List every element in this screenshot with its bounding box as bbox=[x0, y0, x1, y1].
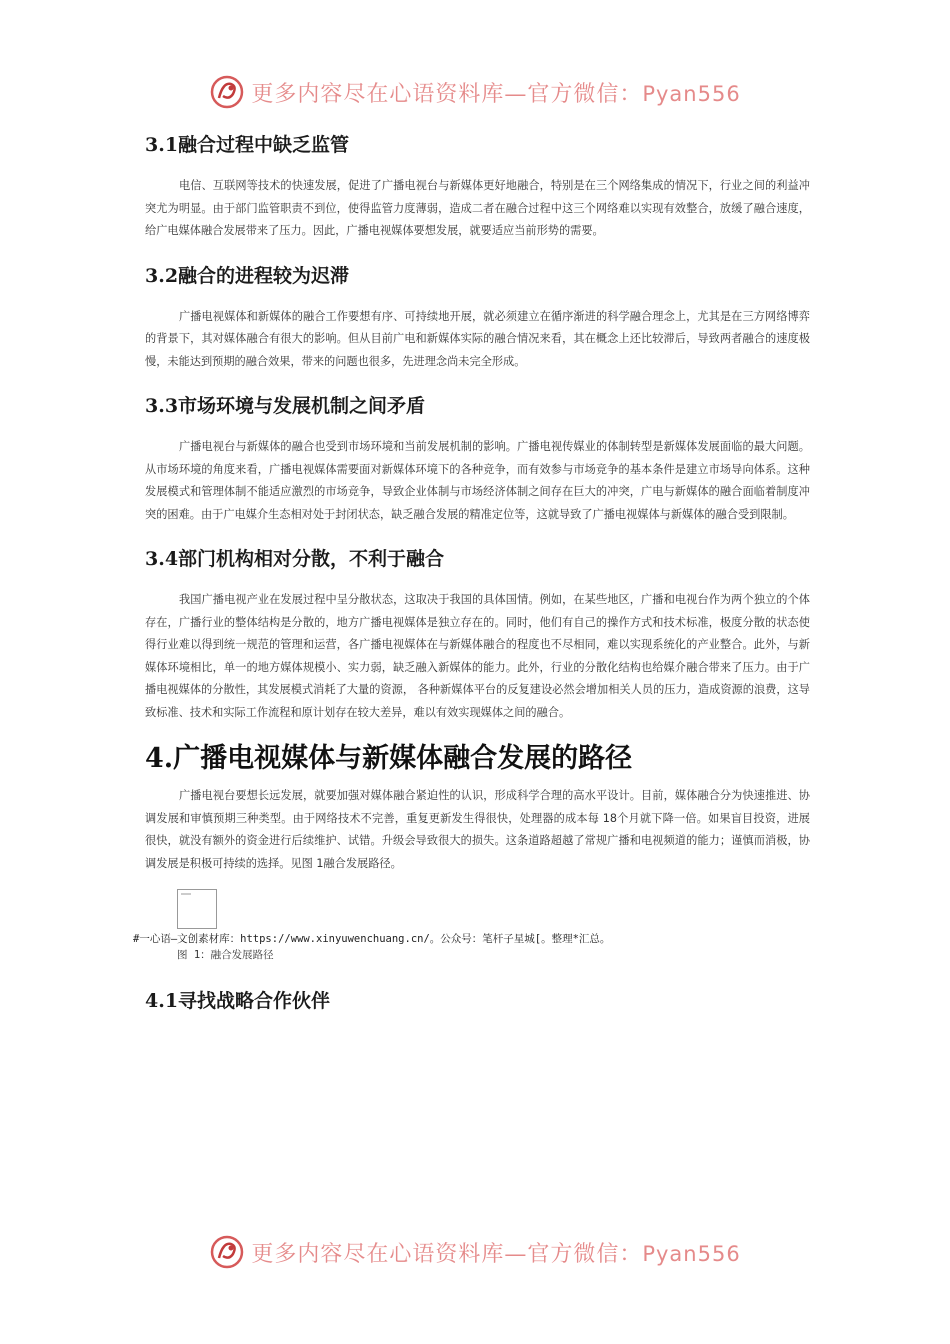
banner-text: 更多内容尽在心语资料库—官方微信：Pyan556 bbox=[251, 1241, 741, 1267]
figure-caption: 图 1：融合发展路径 bbox=[177, 949, 274, 961]
chapter-title-4: 4.广播电视媒体与新媒体融合发展的路径 bbox=[145, 743, 633, 774]
footer-banner bbox=[0, 1230, 950, 1274]
section-title-3-1: 3.1融合过程中缺乏监管 bbox=[145, 134, 350, 156]
figure-source-line: #一心语—文创素材库：https://www.xinyuwenchuang.cn/。公众号：笔杆子星城[。整理*汇总。 bbox=[133, 933, 611, 945]
section-paragraph-3-1: 电信、互联网等技术的快速发展，促进了广播电视台与新媒体更好地融合，特别是在三个网络集成的情况下，行业之间的利益冲突尤为明显。由于部门监管职责不到位，使得监管力度薄弱，造成二者在融合过程中这三个网络难以实现有效整合，放缓了融合速度，给广电媒体融合发展带来了压力。因此，广播电视媒体要想发展，就要适应当前形势的需要。 bbox=[145, 179, 810, 237]
section-title-3-2: 3.2融合的进程较为迟滞 bbox=[145, 264, 350, 287]
section-paragraph-3-3: 广播电视台与新媒体的融合也受到市场环境和当前发展机制的影响。广播电视传媒业的体制转型是新媒体发展面临的最大问题。从市场环境的角度来看，广播电视媒体需要面对新媒体环境下的各种竞争，而有效参与市场竞争的基本条件是建立市场导向体系。这种发展模式和管理体制不能适应激烈的市场竞争，导致企业体制与市场经济体制之间存在巨大的冲突，广电与新媒体的融合面临着制度冲突的困难。由于广电媒介生态相对处于封闭状态，缺乏融合发展的精准定位等，这就导致了广播电视媒体与新媒体的融合受到限制。 bbox=[145, 440, 810, 521]
figure-1-image bbox=[177, 889, 217, 929]
logo-icon bbox=[209, 1234, 245, 1270]
section-title-3-4: 3.4部门机构相对分散，不利于融合 bbox=[145, 548, 445, 570]
document-body bbox=[133, 126, 810, 1013]
section-title-3-3: 3.3市场环境与发展机制之间矛盾 bbox=[145, 395, 426, 417]
logo-icon bbox=[209, 74, 245, 110]
header-banner bbox=[0, 70, 950, 114]
chapter-paragraph-4: 广播电视台要想长远发展，就要加强对媒体融合紧迫性的认识，形成科学合理的高水平设计。目前，媒体融合分为快速推进、协调发展和审慎预期三种类型。由于网络技术不完善，重复更新发生得很快，处理器的成本每 18个月就下降一倍。如果盲目投资，进展很快，就没有额外的资金进行后续维护、试错。升级会导致很大的损失。这条道路超越了常规广播和电视频道的能力；谨慎而消极，协调发展是积极可持续的选择。见图 1融合发展路径。 bbox=[145, 789, 810, 870]
section-title-4-1: 4.1寻找战略合作伙伴 bbox=[145, 990, 331, 1012]
section-paragraph-3-2: 广播电视媒体和新媒体的融合工作要想有序、可持续地开展，就必须建立在循序渐进的科学融合理念上，尤其是在三方网络博弈的背景下，其对媒体融合有很大的影响。但从目前广电和新媒体实际的融合情况来看，其在概念上还比较滞后，导致两者融合的速度极慢，未能达到预期的融合效果，带来的问题也很多，先进理念尚未完全形成。 bbox=[145, 309, 810, 368]
section-paragraph-3-4: 我国广播电视产业在发展过程中呈分散状态，这取决于我国的具体国情。例如，在某些地区，广播和电视台作为两个独立的个体存在，广播行业的整体结构是分散的，地方广播电视媒体是独立存在的。同时，他们有自己的操作方式和技术标准，极度分散的状态使得行业难以得到统一规范的管理和运营，各广播电视媒体在与新媒体融合的程度也不尽相同，难以实现系统化的产业整合。此外，与新媒体环境相比，单一的地方媒体规模小、实力弱，缺乏融入新媒体的能力。此外，行业的分散化结构也给媒介融合带来了压力。由于广播电视媒体的分散性，其发展模式消耗了大量的资源， 各种新媒体平台的反复建设必然会增加相关人员的压力，造成资源的浪费，这导致标准、技术和实际工作流程和原计划存在较大差异，难以有效实现媒体之间的融合。 bbox=[145, 593, 810, 719]
banner-text: 更多内容尽在心语资料库—官方微信：Pyan556 bbox=[251, 81, 741, 107]
